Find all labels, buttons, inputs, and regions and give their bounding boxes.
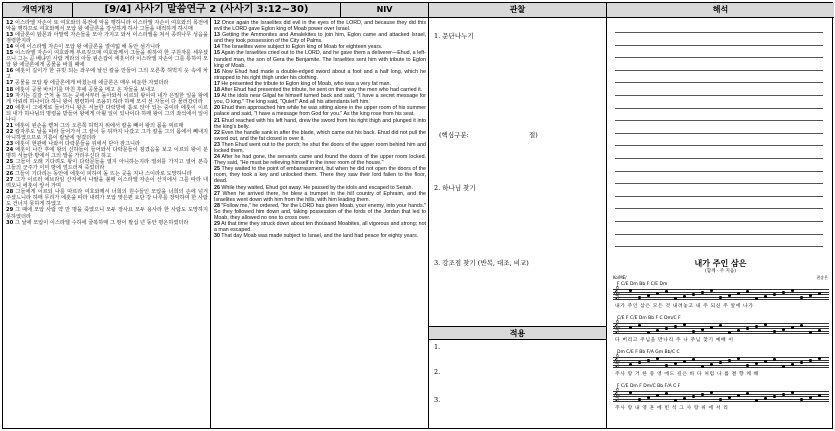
verse-number: 19 <box>6 92 14 99</box>
verse-text: Even the handle sank in after the blade, which came out his back. Ehud did not pull the sword out, and the fat closed in over it. <box>214 129 426 142</box>
verse-text: Then Ehud went out to the porch; he shut the doors of the upper room behind him and locked them. <box>214 141 426 154</box>
verse <box>214 203 426 221</box>
verse <box>214 233 426 239</box>
note-head <box>674 399 677 402</box>
verse <box>6 32 208 44</box>
verse-text: 그들이 기다리는 동안에 에훗이 피하여 돌 뜨는 곳을 지나 스이라로 도망하니라 <box>13 171 192 178</box>
interpret-column <box>607 18 834 428</box>
note-head <box>710 391 713 394</box>
chord-line-2: C/E F C/E Dm Bb F C Dm/C F <box>617 316 681 321</box>
verse-text: 에훗이 왼손을 뻗쳐 그의 오른쪽 허벅지 위에서 칼을 빼어 왕의 몸을 찌르매 <box>13 122 184 129</box>
writing-line <box>615 95 823 96</box>
verse <box>214 32 426 44</box>
verse <box>6 93 208 105</box>
note-head <box>800 296 803 299</box>
writing-line <box>615 32 823 33</box>
note-head <box>764 295 767 298</box>
niv-text-column <box>211 18 429 428</box>
verse-number: 20 <box>6 104 14 111</box>
verse-text: Ehud reached with his left hand, drew the sword from his right thigh and plunged it into the king's belly. <box>214 117 426 130</box>
lyric-line-3: 주사 랑 거 한 풍 영 에도 깊은 바 다 처럼 나 를 결 향 케 해 <box>615 372 759 377</box>
verse-text: 이에 이스라엘 자손이 모압 왕 에글론을 열여덟 해 동안 섬기니라 <box>13 44 161 51</box>
verse-number: 22 <box>214 129 220 136</box>
verse-number: 13 <box>214 32 220 39</box>
verse-number: 21 <box>6 122 14 129</box>
observe-item-paragraph: 1. 문단나누기 <box>434 32 474 40</box>
note-head <box>629 391 632 394</box>
treble-clef-icon: 𝄞 <box>613 353 621 367</box>
chord-line-1: F C/E Dm Bb F C/E Dm <box>617 282 668 287</box>
note-head <box>764 397 767 400</box>
verse <box>214 105 426 117</box>
writing-line <box>615 234 823 235</box>
note-head <box>800 361 803 364</box>
lyric-line-4: 주사 랑 내 영 혼 에 빈 석 그 사 랑 위 에 서 리 <box>615 406 729 411</box>
lyric-line-1: 내가 주인 삼은 모든 것 내려놓고 내 주 되신 주 앞에 나가 <box>615 304 754 309</box>
treble-clef-icon: 𝄞 <box>613 285 621 299</box>
writing-line <box>615 171 823 172</box>
verse-text: 에훗이 공물 바치기를 마친 후에 공물을 메고 온 자들을 보내고 <box>13 86 156 93</box>
note-head <box>773 358 776 361</box>
note-head <box>719 361 722 364</box>
verse-number: 24 <box>6 146 14 153</box>
note-head <box>737 292 740 295</box>
note-head <box>629 363 632 366</box>
note-head <box>773 330 776 333</box>
verse <box>214 93 426 105</box>
verse-number: 21 <box>214 117 220 124</box>
verse-text: After Ehud had presented the tribute, he sent on their way the men who had carried it. <box>219 87 423 94</box>
writing-line <box>615 221 823 222</box>
note-head <box>818 394 821 397</box>
theme-close: 절) <box>529 131 538 139</box>
note-head <box>665 290 668 293</box>
verse-number: 12 <box>214 20 220 26</box>
staff-3 <box>613 353 829 367</box>
note-head <box>701 365 704 368</box>
note-head <box>809 294 812 297</box>
chord-line-3: Dm C/E F Bb F/A Gm Bb/C C <box>617 350 680 355</box>
verse-number: 17 <box>214 80 220 87</box>
lyric-line-2: 다 버리고 주님을 만나리 주 나 주님 찾기 예배 이 <box>615 338 734 343</box>
note-head <box>674 362 677 365</box>
verse-text: When he arrived there, he blew a trumpet in the hill country of Ephraim, and the Israelites went down with him from the hills, with him leading them. <box>214 190 426 203</box>
verse-text: 에훗이 그에게로 들어가니 왕은 서늘한 다락방에 홀로 앉아 있는 중이라 에훗이 이르되 내가 하나님의 명령을 받들어 왕에게 아뢸 일이 있나이다 하매 왕이 그의 좌석에서 일어나니 <box>6 104 208 123</box>
note-head <box>638 361 641 364</box>
note-head <box>629 289 632 292</box>
note-head <box>692 293 695 296</box>
apply-item-2[interactable]: 2. <box>434 368 441 376</box>
note-head <box>728 396 731 399</box>
verse-number: 28 <box>214 202 220 209</box>
writing-line <box>615 208 823 209</box>
note-head <box>674 325 677 328</box>
observe-label: 관찰 <box>429 3 607 18</box>
note-head <box>728 294 731 297</box>
verse-text: The Israelites were subject to Eglon king of Moab for eighteen years. <box>219 44 383 51</box>
verse-number: 14 <box>6 44 14 51</box>
verse <box>6 129 208 141</box>
verse-number: 23 <box>6 140 14 147</box>
observe-column <box>429 18 607 428</box>
note-head <box>809 396 812 399</box>
verse-text: Now Ehud had made a double-edged sword about a foot and a half long, which he strapped to his right thigh under his clothing. <box>214 68 426 81</box>
note-head <box>728 331 731 334</box>
note-head <box>755 399 758 402</box>
verse <box>214 69 426 81</box>
note-head <box>818 357 821 360</box>
note-head <box>665 392 668 395</box>
verse-text: 에훗이 현관에 나와서 다락문들을 뒤에서 닫아 잠그니라 <box>13 140 141 147</box>
verse-text: 이스라엘 자손이 여호와께 부르짖으매 여호와께서 그들을 위하여 한 구원자를 세우셨으니 그는 곧 베냐민 사람 게라의 아들 왼손잡이 에훗이라 이스라엘 자손이 그를 통하여 모압 왕 에글론에게 공물을 바칠 때에 <box>6 50 208 69</box>
note-head <box>791 289 794 292</box>
note-head <box>638 398 641 401</box>
observe-item-emphasis: 3. 강조점 찾기 (반복, 대조, 비교) <box>434 259 529 267</box>
staff-4 <box>613 387 829 401</box>
note-head <box>665 327 668 330</box>
note-head <box>728 359 731 362</box>
note-head <box>746 290 749 293</box>
note-head <box>782 291 785 294</box>
note-head <box>629 326 632 329</box>
apply-item-3[interactable]: 3. <box>434 396 441 404</box>
writing-line <box>615 70 823 71</box>
note-head <box>755 297 758 300</box>
note-head <box>773 293 776 296</box>
verse-number: 26 <box>6 171 14 178</box>
treble-clef-icon: 𝄞 <box>613 319 621 333</box>
korean-text-column <box>3 18 211 428</box>
note-head <box>755 362 758 365</box>
note-head <box>782 393 785 396</box>
chord-line-4: F C/E Dm F Dm/C Bb F/A C F <box>617 384 681 389</box>
verse <box>214 142 426 154</box>
writing-line <box>615 108 823 109</box>
note-head <box>818 329 821 332</box>
note-head <box>809 359 812 362</box>
verse-number: 30 <box>214 233 220 240</box>
writing-line <box>615 246 823 247</box>
verse-text: 그 날에 모압이 이스라엘 수하에 굴복하매 그 땅이 팔십 년 동안 평온하였더라 <box>13 219 189 226</box>
verse <box>6 177 208 189</box>
note-head <box>719 296 722 299</box>
note-head <box>656 394 659 397</box>
verse-text: At the idols near Gilgal he himself turned back and said, "I have a secret message for you, O king." The king said, "Quiet!" And all his attendants left him. <box>214 93 426 106</box>
verse-number: 25 <box>214 166 220 173</box>
note-head <box>638 324 641 327</box>
note-head <box>656 357 659 360</box>
note-head <box>701 291 704 294</box>
verse-number: 12 <box>6 20 14 26</box>
verse-number: 27 <box>214 190 220 197</box>
verse <box>214 130 426 142</box>
writing-line <box>615 133 823 134</box>
verse-number: 17 <box>6 80 14 87</box>
verse-text: Once again the Israelites did evil in the eyes of the LORD, and because they did this evil the LORD gave Eglon king of Moab power over Israel. <box>214 20 426 33</box>
note-head <box>791 391 794 394</box>
verse-number: 19 <box>214 93 220 100</box>
note-head <box>764 360 767 363</box>
writing-line <box>615 145 823 146</box>
note-head <box>692 395 695 398</box>
verse <box>6 220 208 226</box>
verse-number: 16 <box>6 68 14 75</box>
observe-item-god: 2. 하나님 찾기 <box>434 184 476 192</box>
apply-item-1[interactable]: 1. <box>434 343 441 351</box>
note-head <box>683 295 686 298</box>
verse-number: 25 <box>6 159 14 166</box>
verse <box>214 191 426 203</box>
writing-line <box>615 82 823 83</box>
note-head <box>683 323 686 326</box>
verse-number: 14 <box>214 44 220 51</box>
note-head <box>638 296 641 299</box>
note-head <box>746 327 749 330</box>
note-head <box>746 364 749 367</box>
note-head <box>710 326 713 329</box>
note-head <box>647 294 650 297</box>
verse <box>6 147 208 159</box>
note-head <box>710 363 713 366</box>
note-head <box>764 323 767 326</box>
verse-text: 에훗이 나간 후에 왕의 신하들이 들어와서 다락문들이 잠겼음을 보고 이르되 왕이 분명히 서늘한 방에서 그의 발을 가리우신다 하고 <box>6 146 208 160</box>
note-head <box>800 398 803 401</box>
note-head <box>674 297 677 300</box>
note-head <box>719 398 722 401</box>
korean-verses <box>3 18 210 226</box>
note-head <box>818 292 821 295</box>
verse-number: 22 <box>6 128 14 135</box>
verse-text: 에글론이 암몬과 아말렉 자손들을 모아 가지고 와서 이스라엘을 쳐서 종려나무 성읍을 점령한지라 <box>6 32 208 45</box>
song-title: 내가 주인 삼은 <box>694 259 747 268</box>
verse-number: 15 <box>6 50 14 57</box>
verse-text: Getting the Ammonites and Amalekites to join him, Eglon came and attacked Israel, and they took possession of the City of Palms. <box>214 32 426 45</box>
writing-line <box>615 120 823 121</box>
verse-text: That day Moab was made subject to Israel, and the land had peace for eighty years. <box>219 233 419 240</box>
page-title: [9/4] 사사기 말씀연구 2 (사사기 3:12~30) <box>73 3 341 18</box>
apply-label: 적용 <box>429 327 606 340</box>
song-credit: 편송은 <box>816 275 828 280</box>
note-head <box>737 357 740 360</box>
note-head <box>755 325 758 328</box>
verse-text: 그가 이르러 에브라임 산지에서 나팔을 불매 이스라엘 자손이 산지에서 그를 따라 내려오니 에훗이 앞서 가며 <box>6 177 208 190</box>
note-head <box>683 397 686 400</box>
writing-line <box>615 158 823 159</box>
verse-text: 그들이 오래 기다려도 왕이 다락문들을 열지 아니하는지라 열쇠를 가지고 열어 본즉 그들의 군주가 이미 땅에 엎드러져 죽었더라 <box>6 159 208 172</box>
writing-line <box>615 196 823 197</box>
verse-text: Ehud then approached him while he was sitting alone in the upper room of his summer palace and said, "I have a message from God for you." As the king rose from his seat, <box>214 105 426 118</box>
song-key: Ko/ME/ <box>613 275 627 280</box>
verse-text: Again the Israelites cried out to the LORD, and he gave them a deliverer—Ehud, a left-handed man, the son of Gera the Benjamite. The Israelites sent him with tribute to Eglon king of Moab. <box>214 50 426 69</box>
verse <box>214 118 426 130</box>
theme-label: (핵심구분: <box>439 131 469 139</box>
verse-number: 30 <box>6 219 14 226</box>
note-head <box>746 392 749 395</box>
staff-2 <box>613 319 829 333</box>
worksheet <box>2 2 833 429</box>
verse <box>214 50 426 68</box>
verse <box>214 20 426 32</box>
note-head <box>782 365 785 368</box>
writing-line <box>615 183 823 184</box>
writing-line <box>615 45 823 46</box>
note-head <box>647 331 650 334</box>
note-head <box>692 330 695 333</box>
note-head <box>773 395 776 398</box>
observe-area[interactable] <box>429 18 606 327</box>
verse <box>214 154 426 166</box>
verse-text: He presented the tribute to Eglon king of Moab, who was a very fat man. <box>219 80 391 87</box>
verse-text: "Follow me," he ordered, "for the LORD has given Moab, your enemy, into your hands." So they followed him down and, taking possession of the fords of the Jordan that led to Moab, they allowed no one to cross over. <box>214 202 426 221</box>
verse-number: 20 <box>214 105 220 112</box>
verse-number: 29 <box>214 221 220 228</box>
verse <box>214 221 426 233</box>
verse-number: 23 <box>214 141 220 148</box>
note-head <box>701 393 704 396</box>
note-head <box>791 326 794 329</box>
verse-text: At that time they struck down about ten thousand Moabites, all vigorous and strong; not a man escaped. <box>214 221 426 234</box>
verse-text: They waited to the point of embarrassment, but when he did not open the doors of the room, they took a key and unlocked them. There they saw their lord fallen to the floor, dead. <box>214 166 426 185</box>
verse-number: 26 <box>214 184 220 191</box>
niv-label: NIV <box>341 3 429 18</box>
note-head <box>647 359 650 362</box>
staff-1 <box>613 285 829 299</box>
verse-number: 29 <box>6 207 14 214</box>
verse-text: While they waited, Ehud got away. He passed by the idols and escaped to Seirah. <box>219 184 413 191</box>
verse <box>6 159 208 171</box>
verse-text: 그 때에 모압 사람 약 만 명을 죽였으니 모두 장사요 모두 용사라 한 사람도 도망하지 못하였더라 <box>6 207 208 220</box>
niv-verses <box>211 18 428 239</box>
note-head <box>701 328 704 331</box>
note-head <box>782 328 785 331</box>
verse <box>6 189 208 207</box>
note-head <box>737 329 740 332</box>
verse-number: 15 <box>214 50 220 57</box>
verse-text: 공물을 모압 왕 에글론에게 바쳤는데 에글론은 매우 비둔한 자였더라 <box>13 80 169 87</box>
verse-text: 이스라엘 자손이 또 여호와의 목전에 악을 행하니라 이스라엘 자손이 여호와의 목전에 악을 행하므로 여호와께서 모압 왕 에글론을 강성하게 하사 그들을 대적하게 하시매 <box>6 20 208 33</box>
verse-text: 자기는 길갈 근처 돌 뜨는 곳에서부터 돌아와서 이르되 왕이여 내가 은밀한 일을 왕에게 아뢰려 하나이다 하니 왕이 명령하여 조용히 하라 하매 모셔 선 자들이 다 물러갔더라 <box>6 92 208 105</box>
note-head <box>809 331 812 334</box>
verse-number: 18 <box>214 87 220 94</box>
verse-number: 16 <box>214 68 220 75</box>
note-head <box>656 292 659 295</box>
treble-clef-icon: 𝄞 <box>613 387 621 401</box>
verse-number: 24 <box>214 154 220 161</box>
verse-number: 13 <box>6 32 14 39</box>
note-head <box>656 329 659 332</box>
verse-number: 28 <box>6 189 14 196</box>
verse-number: 27 <box>6 177 14 184</box>
note-head <box>719 324 722 327</box>
note-head <box>737 394 740 397</box>
interpret-label: 해석 <box>607 3 834 18</box>
verse-text: After he had gone, the servants came and found the doors of the upper room locked. They said, "He must be relieving himself in the inner room of the house." <box>214 154 426 167</box>
verse <box>214 166 426 184</box>
song-subtitle: (함께 · 주 지음) <box>705 269 736 274</box>
verse <box>6 20 208 32</box>
note-head <box>647 396 650 399</box>
verse <box>6 105 208 123</box>
note-head <box>692 358 695 361</box>
song-sheet <box>607 258 834 428</box>
note-head <box>710 289 713 292</box>
verse <box>6 68 208 80</box>
note-head <box>800 324 803 327</box>
note-head <box>665 364 668 367</box>
verse-text: 그들에게 이르되 나를 따르라 여호와께서 너희의 원수들인 모압을 너희의 손에 넘겨 주셨느니라 하매 무리가 에훗을 따라 내려가 모압 맞은편 요단 강 나루를 장악하여 한 사람도 건너지 못하게 하였고 <box>6 189 208 208</box>
verse <box>6 50 208 68</box>
verse-number: 18 <box>6 86 14 93</box>
note-head <box>683 360 686 363</box>
verse <box>6 207 208 219</box>
note-head <box>791 363 794 366</box>
verse-text: 에훗이 길이가 한 규빗 되는 좌우에 날선 칼을 만들어 그의 오른쪽 허벅지 옷 속에 차고 <box>6 68 208 81</box>
writing-line <box>615 57 823 58</box>
verse-text: 칼자루도 날을 따라 들어가서 그 끝이 등 뒤까지 나갔고 그가 칼을 그의 몸에서 빼내지 아니하였으므로 기름이 칼날에 엉겼더라 <box>6 128 208 141</box>
version-label: 개역개정 <box>3 3 73 18</box>
